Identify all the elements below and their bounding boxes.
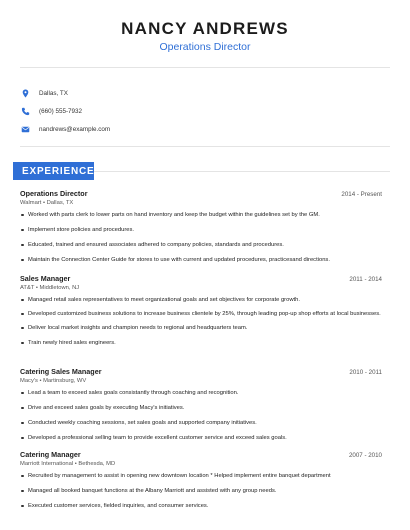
section-heading-experience: EXPERIENCE (13, 162, 94, 180)
job-dates: 2014 - Present (341, 191, 382, 198)
job-entry (20, 450, 382, 510)
job-title: Sales Manager (20, 274, 71, 283)
email-text: nandrews@example.com (39, 125, 111, 133)
job-bullets (20, 211, 382, 264)
job-company: AT&T • Middletown, NJ (20, 285, 80, 291)
job-bullet: Deliver local market insights and champion needs to regional and headquarters team. (20, 324, 382, 332)
job-dates: 2010 - 2011 (349, 369, 382, 376)
job-entry (20, 274, 382, 347)
job-bullets (20, 472, 382, 510)
map-pin-icon (20, 88, 30, 98)
job-bullet: Drive and exceed sales goals by executing Macy's initiatives. (20, 404, 382, 412)
job-bullet: Worked with parts clerk to lower parts on hand inventory and keep the budget within the guidelines set by the GM. (20, 211, 382, 219)
job-bullet: Managed retail sales representatives to meet organizational goals and set objectives for corporate growth. (20, 296, 382, 304)
job-dates: 2011 - 2014 (349, 276, 382, 283)
job-entry (20, 367, 382, 442)
header-divider (20, 67, 390, 68)
job-title: Catering Manager (20, 450, 81, 459)
phone-icon (20, 106, 30, 116)
job-bullet: Conducted weekly coaching sessions, set sales goals and supported company initiatives. (20, 419, 382, 427)
job-company: Walmart • Dallas, TX (20, 200, 74, 206)
location-text: Dallas, TX (39, 89, 68, 97)
contact-email (20, 120, 110, 138)
job-bullet: Managed all booked banquet functions at the Albany Marriott and assisted with any group needs. (20, 487, 382, 495)
job-bullet: Executed customer services, fielded inquiries, and consumer services. (20, 502, 382, 510)
job-bullet: Developed a professional selling team to provide excellent customer service and exceed sales goals. (20, 434, 382, 442)
job-bullet: Train newly hired sales engineers. (20, 339, 382, 347)
job-title: Operations Director (20, 189, 88, 198)
job-bullet: Implement store policies and procedures. (20, 226, 382, 234)
job-company: Marriott International • Bethesda, MD (20, 461, 116, 467)
job-company: Macy's • Martinsburg, WV (20, 378, 87, 384)
job-bullet: Maintain the Connection Center Guide for stores to use with current and updated procedures, practicesand directions. (20, 256, 382, 264)
job-dates: 2007 - 2010 (348, 452, 382, 459)
email-icon (20, 124, 30, 134)
contact-list (20, 84, 110, 138)
job-bullets (20, 296, 382, 347)
job-bullets (20, 389, 382, 442)
job-entry (20, 189, 382, 264)
resume-header (0, 0, 410, 54)
job-bullet: Educated, trained and ensured associates adhered to company policies, standards and procedures. (20, 241, 382, 249)
contact-divider (20, 146, 390, 147)
candidate-name: NANCY ANDREWS (121, 19, 289, 38)
candidate-title: Operations Director (159, 41, 251, 53)
job-bullet: Lead a team to exceed sales goals consistantly through coaching and recognition. (20, 389, 382, 397)
job-title: Catering Sales Manager (20, 367, 102, 376)
phone-text: (660) 555-7932 (39, 107, 83, 115)
job-bullet: Recruited by management to assist in opening new downtown location * Helped implement entire banquet department (20, 472, 382, 480)
job-bullet: Developed customized business solutions to increase business clientele by 25%, through leading pop-up shop efforts at local businesses. (20, 310, 382, 318)
contact-location (20, 84, 110, 102)
section-rule (94, 171, 390, 172)
contact-phone (20, 102, 110, 120)
